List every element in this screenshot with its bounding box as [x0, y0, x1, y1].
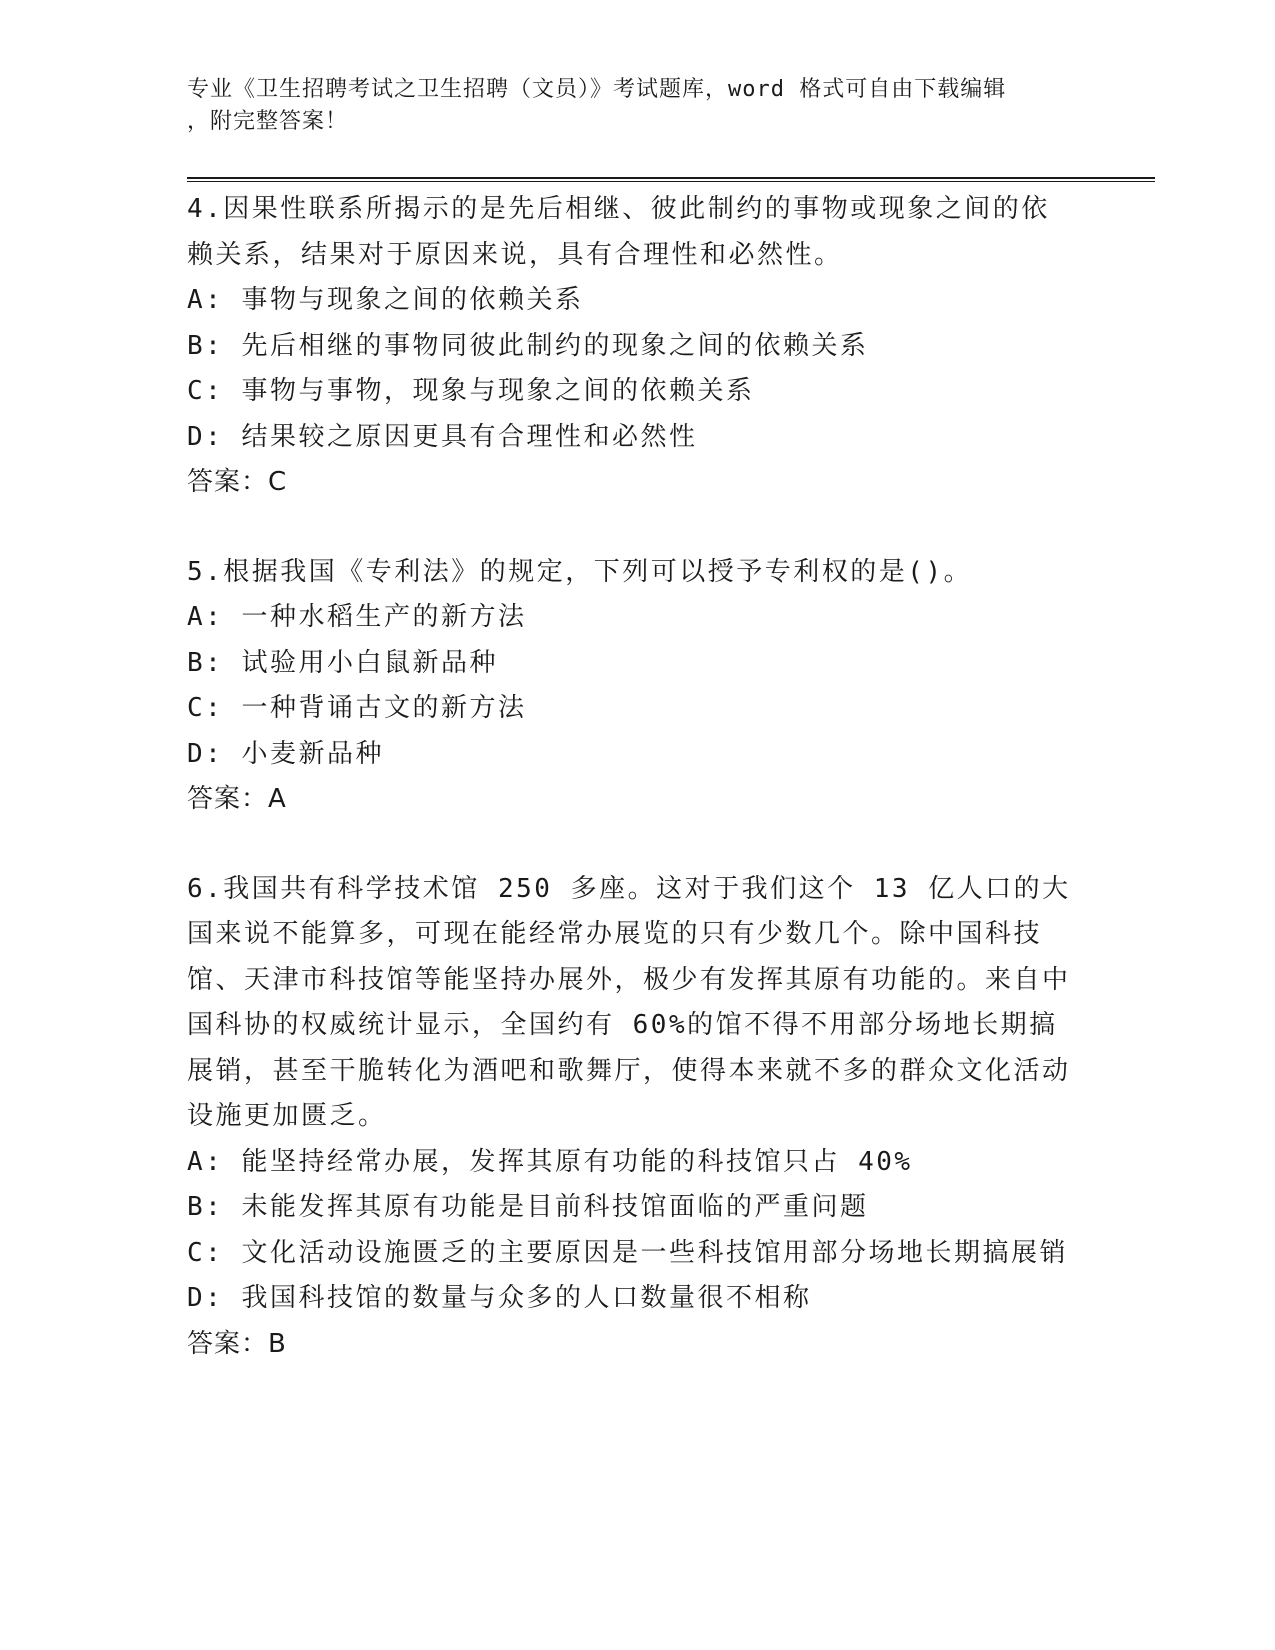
option-a: A: 一种水稻生产的新方法	[187, 602, 527, 632]
option-a: A: 事物与现象之间的依赖关系	[187, 285, 584, 315]
question-5	[187, 550, 1087, 823]
option-a: A: 能坚持经常办展，发挥其原有功能的科技馆只占 40%	[187, 1146, 913, 1177]
option-d: D: 我国科技馆的数量与众多的人口数量很不相称	[187, 1283, 812, 1313]
option-c: C: 事物与事物，现象与现象之间的依赖关系	[187, 376, 755, 406]
header-divider	[187, 177, 1155, 182]
question-4	[187, 187, 1087, 506]
question-text: 5.根据我国《专利法》的规定，下列可以授予专利权的是()。	[187, 556, 973, 587]
answer: 答案：A	[187, 784, 287, 814]
header-title-line-2: ，附完整答案！	[187, 109, 349, 134]
question-text: 4.因果性联系所揭示的是先后相继、彼此制约的事物或现象之间的依赖关系，结果对于原因来说，具有合理性和必然性。	[187, 194, 1050, 270]
header-title-line-1: 专业《卫生招聘考试之卫生招聘（文员）》考试题库，word 格式可自由下载编辑	[187, 77, 1007, 102]
option-c: C: 一种背诵古文的新方法	[187, 693, 527, 723]
option-b: B: 未能发挥其原有功能是目前科技馆面临的严重问题	[187, 1192, 869, 1222]
question-text: 6.我国共有科学技术馆 250 多座。这对于我们这个 13 亿人口的大国来说不能算多，可现在能经常办展览的只有少数几个。除中国科技馆、天津市科技馆等能坚持办展外，极少有发挥其原有功能的。来自中国科协的权威统计显示，全国约有 60%的馆不得不用部分场地长期搞展销，甚至干脆转化为酒吧和歌舞厅，使得本来就不多的群众文化活动设施更加匮乏。	[187, 873, 1071, 1131]
question-6	[187, 867, 1087, 1368]
option-d: D: 结果较之原因更具有合理性和必然性	[187, 421, 698, 452]
document-header	[187, 74, 1067, 138]
answer: 答案：B	[187, 1328, 287, 1359]
option-b: B: 试验用小白鼠新品种	[187, 647, 498, 678]
option-d: D: 小麦新品种	[187, 738, 384, 769]
answer: 答案：C	[187, 467, 288, 497]
option-c: C: 文化活动设施匮乏的主要原因是一些科技馆用部分场地长期搞展销	[187, 1237, 1068, 1268]
option-b: B: 先后相继的事物同彼此制约的现象之间的依赖关系	[187, 330, 869, 361]
question-list	[187, 187, 1087, 1411]
